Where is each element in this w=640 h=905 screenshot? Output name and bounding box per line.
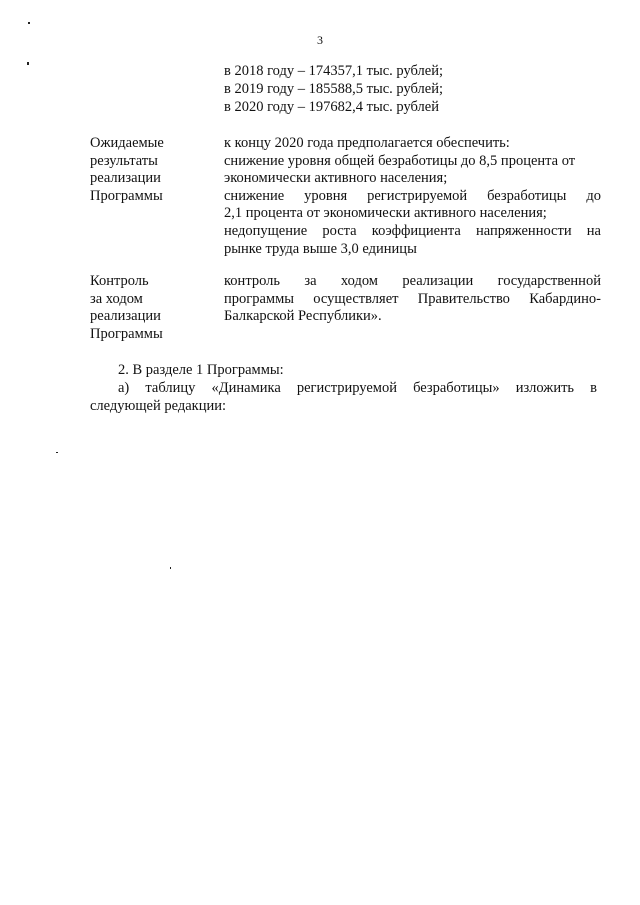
word: осуществляет — [313, 290, 399, 307]
scan-speck — [28, 22, 30, 24]
word: на — [586, 222, 601, 239]
word: контроль — [224, 273, 280, 289]
label-line: реализации — [90, 308, 161, 325]
word: в — [590, 380, 597, 396]
label-line: Ожидаемые — [90, 135, 164, 151]
text-line — [224, 273, 601, 291]
word: Кабардино- — [529, 290, 601, 307]
word: государственной — [497, 273, 601, 289]
word: напряженности — [475, 222, 572, 239]
text-line: к концу 2020 года предполагается обеспечить: — [224, 135, 510, 151]
item-a-continuation: следующей редакции: — [90, 398, 227, 414]
word: «Динамика — [211, 380, 281, 396]
word: за — [304, 273, 317, 289]
funding-line-2019: в 2019 году – 185588,5 тыс. рублей; — [224, 81, 444, 97]
word: таблицу — [145, 380, 196, 396]
text-line: 2,1 процента от экономически активного населения; — [224, 205, 547, 222]
word: недопущение — [224, 222, 308, 239]
text-line: экономически активного населения; — [224, 170, 448, 187]
text-line — [224, 291, 601, 309]
label-line: Программы — [90, 325, 163, 342]
expected-results-label — [90, 135, 210, 205]
label-line: Контроль — [90, 273, 149, 289]
item-a-line — [118, 380, 597, 398]
scan-speck — [170, 567, 171, 569]
text-line: рынке труда выше 3,0 единицы — [224, 240, 417, 257]
word: программы — [224, 290, 294, 307]
page-number: 3 — [317, 33, 323, 47]
word: изложить — [515, 380, 575, 396]
text-line: снижение уровня общей безработицы до 8,5 процента от — [224, 152, 576, 169]
word: роста — [322, 222, 357, 239]
section-heading: 2. В разделе 1 Программы: — [118, 362, 284, 378]
word: уровня — [304, 187, 348, 204]
text-line: Балкарской Республики». — [224, 308, 382, 325]
label-line: Программы — [90, 187, 163, 204]
scan-speck — [27, 62, 29, 65]
word: до — [586, 187, 601, 204]
word: безработицы — [487, 187, 567, 204]
control-label — [90, 273, 210, 343]
funding-line-2018: в 2018 году – 174357,1 тыс. рублей; — [224, 63, 444, 79]
text-line — [224, 223, 601, 241]
scan-speck — [56, 452, 58, 453]
word: снижение — [224, 187, 285, 204]
control-text — [224, 273, 601, 326]
word: регистрируемой — [296, 380, 397, 396]
label-line: реализации — [90, 170, 161, 187]
label-line: за ходом — [90, 290, 143, 307]
word: безработицы» — [413, 380, 500, 396]
label-line: результаты — [90, 152, 158, 169]
word: а) — [118, 380, 130, 396]
word: коэффициента — [371, 222, 461, 239]
word: реализации — [402, 273, 474, 289]
funding-line-2020: в 2020 году – 197682,4 тыс. рублей — [224, 99, 439, 115]
expected-results-text — [224, 135, 601, 258]
word: регистрируемой — [367, 187, 468, 204]
text-line — [224, 188, 601, 206]
word: Правительство — [417, 290, 510, 307]
word: ходом — [340, 273, 378, 289]
